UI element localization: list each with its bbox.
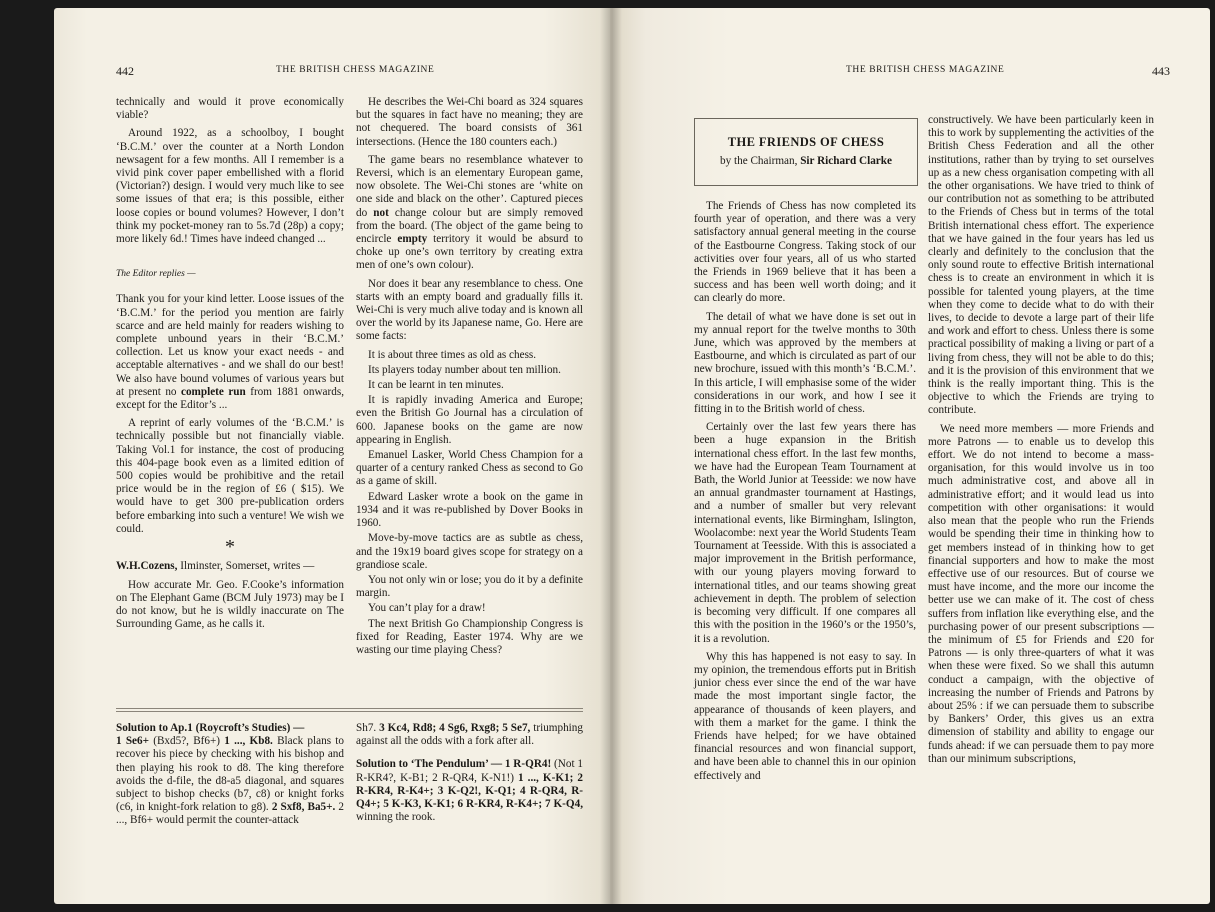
book-gutter — [600, 8, 622, 904]
fact-item: Its players today number about ten million. — [368, 363, 561, 376]
solution-text: Sh7. 3 Kc4, Rd8; 4 Sg6, Rxg8; 5 Se7, triumphing against all the odds with a fork after all. — [356, 722, 583, 748]
section-star: * — [225, 536, 235, 559]
section-divider — [116, 708, 583, 709]
paragraph: Nor does it bear any resemblance to chess. One starts with an empty board and gradually fills it. Wei-Chi is very much alive today and is known all over the world by its Japanese name, Go. Here are some facts: — [356, 277, 583, 343]
editor-replies-label: The Editor replies — — [116, 269, 196, 280]
right-page — [610, 8, 1210, 904]
right-column-1 — [694, 200, 916, 788]
page-number: 443 — [1152, 64, 1170, 78]
fact-item: Move-by-move tactics are as subtle as chess, and the 19x19 board gives scope for strategy on a grandiose scale. — [356, 532, 583, 571]
fact-item: It is about three times as old as chess. — [368, 348, 537, 361]
solution-text: Solution to Ap.1 (Roycroft’s Studies) — 1 Se6+ (Bxd5?, Bf6+) 1 ..., Kb8. Black plans to recover his piece by checking with his bishop and then playing his rook to d8. The king therefore avoids the d-file, the d8-a5 diagonal, and squares subject to bishop checks (b7, c8) or knight forks (c6, in knight-fork relation to g8). 2 Sxf8, Ba5+. 2 ..., Bf6+ would permit the counter-attack — [116, 722, 345, 827]
article-title: THE FRIENDS OF CHESS — [727, 135, 885, 149]
paragraph: The game bears no resemblance whatever to Reversi, which is an elementary European game, now obsolete. The Wei-Chi stones are ‘white on one side and black on the other’. Captured pieces do not change colour but are simply removed from the board. (The object of the game being to encircle empty territory it would be absurd to choke up one’s own territory by creating extra men of one’s own colour). — [356, 153, 584, 272]
paragraph: The detail of what we have done is set out in my annual report for the twelve months to 30th June, which was approved by the members at Eastbourne, and which is circulated as part of our new brochure, issued with this month’s ‘B.C.M.’. In this article, I will emphasise some of the wider considerations in our work, and how I see it fitting in to the British world of chess. — [694, 310, 916, 416]
fact-item: Emanuel Lasker, World Chess Champion for a quarter of a century ranked Chess as second to Go as a game of skill. — [356, 449, 583, 488]
paragraph: How accurate Mr. Geo. F.Cooke’s information on The Elephant Game (BCM July 1973) may be I do not know, but he is wildly inaccurate on The Surrounding Game, as he calls it. — [116, 578, 344, 631]
fact-item: You can’t play for a draw! — [368, 602, 486, 615]
article-title-box — [694, 118, 918, 186]
letter-writer-line: W.H.Cozens, Ilminster, Somerset, writes — — [116, 560, 315, 573]
paragraph: Why this has happened is not easy to say. In my opinion, the tremendous efforts put in British junior chess ever since the end of the war have made the most important single factor, the appearance of thousands of keen players, and with them a market for the game. I think the Friends have helped; for we have obtained financial resources and won financial support, and have been able to channel this in our opinion effectively and — [694, 650, 916, 782]
paragraph: Around 1922, as a schoolboy, I bought ‘B.C.M.’ over the counter at a North London newsagent for a few months. All I remember is a vivid pink cover paper embellished with a florid (Victorian?) design. I would very much like to see some issues of that era; is this possible, either loose copies or bound volumes? However, I don’t think my pocket-money ran to 5s.7d (28p) a copy; more likely 6d.! Times have indeed changed ... — [116, 127, 344, 246]
paragraph: Thank you for your kind letter. Loose issues of the ‘B.C.M.’ for the period you mention are fairly scarce and are held mainly for readers wishing to complete unbound years in their ‘B.C.M.’ collection. Let us know your exact needs - and acceptable alternatives - and we shall do our best! We also have bound volumes of various years but at present no complete run from 1881 onwards, except for the Editor’s ... — [116, 293, 344, 412]
fact-item: It can be learnt in ten minutes. — [368, 379, 504, 392]
page-number: 442 — [116, 64, 134, 78]
running-head: THE BRITISH CHESS MAGAZINE — [846, 65, 1005, 75]
solution-column-1 — [116, 722, 344, 833]
paragraph: The Friends of Chess has now completed its fourth year of operation, and there was a very satisfactory annual general meeting in the course of the Eastbourne Congress. Taking stock of our activities over four years, all of us who started the Friends in 1969 believe that it has been a success and has been well worth doing; and it can clearly do more. — [694, 200, 916, 305]
left-column-2 — [356, 96, 583, 659]
fact-item: You not only win or lose; you do it by a definite margin. — [356, 573, 583, 600]
solution-column-2 — [356, 722, 583, 829]
left-column-1 — [116, 96, 344, 636]
fact-item: Edward Lasker wrote a book on the game in 1934 and it was re-published by Dover Books in 1960. — [356, 490, 583, 530]
fact-item: The next British Go Championship Congress is fixed for Reading, Easter 1974. Why are we wasting our time playing Chess? — [356, 617, 583, 656]
paragraph: He describes the Wei-Chi board as 324 squares but the squares in fact have no meaning; they are not chequered. The board consists of 361 intersections. (Hence the 180 counters each.) — [356, 96, 583, 148]
solution-text: Solution to ‘The Pendulum’ — 1 R-QR4! (Not 1 R-KR4?, K-B1; 2 R-QR4, K-N1!) 1 ..., K-K1; 2 R-KR4, R-K4+; 3 K-Q2!, K-Q1; 4 R-QR4, R-Q4+; 5 K-K3, K-K1; 6 R-KR4, R-K4+; 7 K-Q4, winning the rook. — [356, 758, 583, 824]
left-page — [54, 8, 610, 904]
section-divider — [116, 711, 583, 712]
running-head: THE BRITISH CHESS MAGAZINE — [276, 65, 435, 75]
right-column-2 — [928, 114, 1154, 771]
paragraph: technically and would it prove economically viable? — [116, 96, 344, 122]
fact-item: It is rapidly invading America and Europe; even the British Go Journal has a circulation of 600. Japanese books on the game are now appearing in English. — [356, 394, 583, 446]
article-byline: by the Chairman, Sir Richard Clarke — [720, 155, 892, 167]
paragraph: constructively. We have been particularly keen in this to work by supplementing the activities of the British Chess Federation and all the other institutions, rather than by trying to set ourselves up as a new chess organisation competing with all the other organisations. We have tried to think of our contribution not as something to be attributed to the Friends of Chess but in terms of the total British international chess effort. The experience that we have gained in the four years has led us clearly and definitely to the conclusion that the only sound route to effective British international chess is to create an environment in which it is possible for talented young players, at the time when they come to decide what to do with their lives, to decide to devote a large part of their life and work and effort to chess. Unless there is some practical possibility of making a living or part of a living from chess, they will not be able to do this; and it is the provision of this environment that we think is the really important thing. This is the objective to which the Friends are trying to contribute. — [928, 114, 1154, 417]
paragraph: We need more members — more Friends and more Patrons — to enable us to develop this effort. We do not intend to become a mass-organisation, for this would involve us in too much administrative cost, and above all in administrative effort; and it would lead us into competition with other organisations: it would also mean that the people who run the Friends would be spending their time in thinking how to get members instead of in thinking how to get financial supporters and how to make the most effective use of our resources. But of course we must have income, and the more our income the better use we can make of it. The cost of chess suffers from inflation like everything else, and the purchasing power of our present subscriptions — the minimum of £5 for Friends and £20 for Patrons — is only three-quarters of what it was when these were fixed. So we shall this autumn conduct a campaign, with the objective of increasing the number of Friends and Patrons by about 25% : if we can persuade them to subscribe by Bankers’ Order, this gives us an extra dimension of stability and ability to engage our funds ahead: if we can persuade them to pay more than our minimum subscriptions, — [928, 422, 1154, 765]
paragraph: A reprint of early volumes of the ‘B.C.M.’ is technically possible but not financially viable. Taking Vol.1 for instance, the cost of producing this 404-page book even as a limited edition of 500 copies would be prohibitive and the retail price would be in the region of £6 ( $15). We would have to get 300 pre-publication orders before embarking into such a venture! We wish we could. — [116, 417, 344, 535]
paragraph: Certainly over the last few years there has been a huge expansion in the British international chess effort. In the last few months, we have had the European Team Tournament at Bath, the World Junior at Teesside: we now have an annual grandmaster tournament at Hastings, and a number of smaller but very relevant international events, like Birmingham, Islington, Woolacombe: next year the World Students Team Tournament at Teesside. With this is associated a major improvement in the British performance, with our young players moving forward to international titles, and our teams showing great achievement in depth. The problem of selection is becoming very difficult. If one compares all this with the position in the 1960’s or the 1950’s, it is a revolution. — [694, 421, 916, 645]
